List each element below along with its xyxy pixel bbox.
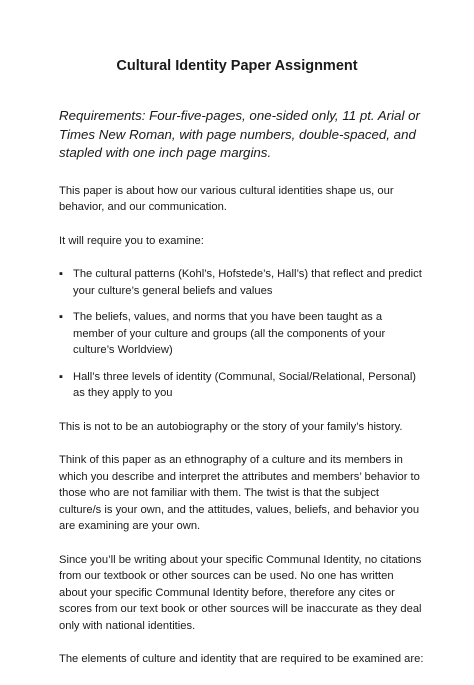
- bullet-text: The cultural patterns (Kohl’s, Hofstede’s, Hall’s) that reflect and predict your culture’s general beliefs and values: [73, 268, 422, 297]
- bullet-marker-icon: ▪: [59, 370, 63, 383]
- elements-paragraph: The elements of culture and identity that are required to be examined are:: [59, 653, 424, 665]
- citations-paragraph: Since you’ll be writing about your specific Communal Identity, no citations from our textbook or other sources can be used. No one has written about your specific Communal Identity before, therefore any cites or scores from our text book or other sources will be inaccurate as they deal only with national identities.: [59, 553, 422, 632]
- bullet-item-beliefs-values: [59, 309, 424, 359]
- bullet-text: Hall’s three levels of identity (Communal, Social/Relational, Personal) as they apply to you: [73, 370, 417, 399]
- examine-lead: It will require you to examine:: [59, 234, 204, 247]
- not-autobiography-paragraph: This is not to be an autobiography or the story of your family’s history.: [59, 420, 403, 433]
- bullet-item-identity-levels: [59, 369, 424, 402]
- page-title: Cultural Identity Paper Assignment: [116, 58, 358, 74]
- bullet-marker-icon: ▪: [59, 268, 63, 280]
- ethnography-paragraph: Think of this paper as an ethnography of a culture and its members in which you describe and interpret the attributes and members’ behavior to those who are not familiar with them. The twist is that the subject culture/s is your own, and the attitudes, values, beliefs, and behavior you are examining are your own.: [59, 454, 420, 532]
- bullet-text: The beliefs, values, and norms that you have been taught as a member of your culture and groups (all the components of your culture’s Worldview): [73, 311, 386, 356]
- bullet-marker-icon: ▪: [59, 311, 63, 323]
- intro-paragraph: This paper is about how our various cultural identities shape us, our behavior, and our communication.: [59, 184, 394, 213]
- document-body: [59, 107, 424, 685]
- requirements-text: Requirements: Four-five-pages, one-sided only, 11 pt. Arial or Times New Roman, with page numbers, double-spaced, and stapled with one inch page margins.: [59, 108, 420, 160]
- bullet-item-cultural-patterns: [59, 266, 424, 299]
